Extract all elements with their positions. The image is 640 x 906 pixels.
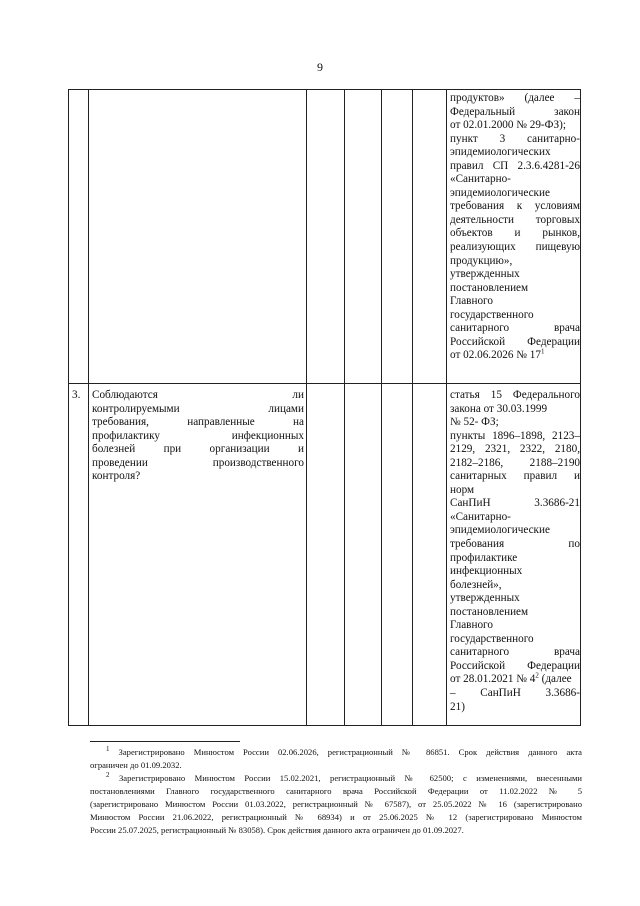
requirement-line: продукцию», [450,254,513,267]
requirement-line-with-footnote [450,673,580,687]
question-line: контролируемыми лицами [92,402,304,415]
requirement-line: утвержденных [450,268,520,281]
footnote-1 [90,746,582,759]
column-divider [381,90,382,725]
question-line: требования, направленные на [92,416,304,429]
requirements-table [68,89,581,726]
requirement-line: Российской Федерации [450,659,580,672]
requirement-line: Российской Федерации [450,335,580,348]
footnotes [90,746,582,837]
requirement-line: государственного [450,632,534,645]
requirement-line: Федеральный закон [450,105,580,118]
requirement-line: болезней», [450,578,502,591]
footnote-text: постановлениями Главного государственного санитарного врача Российской Федерации от 11.02.2022 № 5 [90,786,582,796]
requirement-line: норм [450,483,475,496]
column-divider [88,90,89,725]
footnote-2 [90,772,582,785]
requirement-line: государственного [450,308,534,321]
footnote-text: ограничен до 01.09.2032. [90,760,182,770]
footnote-mark: 2 [535,671,539,680]
requirement-line: требования по [450,538,580,551]
requirement-line: от 02.06.2026 № 17 [450,349,541,362]
column-divider [344,90,345,725]
requirement-line: от 28.01.2021 № 4 [450,673,536,686]
requirement-line: объектов и рынков, [450,227,580,240]
footnote-text: Зарегистрировано Минюстом России 15.02.2021, регистрационный № 62500; с изменениями, внесенными [118,773,583,783]
footnote-separator [90,741,240,742]
question-line: контроля? [92,470,141,483]
requirement-line: инфекционных [450,565,523,578]
requirement-line: 2129, 2321, 2322, 2180, [450,443,580,456]
requirement-line: эпидемиологические [450,186,550,199]
question-line: болезней при организации и [92,443,304,456]
requirement-line: правил СП 2.3.6.4281-26 [450,159,580,172]
column-divider [412,90,413,725]
column-divider [446,90,447,725]
column-divider [306,90,307,725]
requirement-line: требования к условиям [450,200,580,213]
requirement-line: Главного [450,619,493,632]
requirement-line: 2182–2186, 2188–2190 [450,456,580,469]
question-line: проведении производственного [92,456,304,469]
question-line: профилактику инфекционных [92,429,304,442]
footnote-mark: 1 [540,347,545,356]
requirement-line: «Санитарно- [450,510,511,523]
requirement-line: статья 15 Федерального [450,389,580,401]
footnote-text: Минюстом России 21.06.2022, регистрационный № 68934) и от 25.06.2025 № 12 (зарегистрировано Минюстом [90,812,582,822]
requirement-line: СанПиН 3.3686-21 [450,497,580,510]
requirement-line: санитарных правил и [450,470,580,483]
requirement-line: санитарного врача [450,322,580,335]
requirement-line: «Санитарно- [450,173,511,186]
requirement-line: постановлением [450,605,529,618]
row1-requirement-cell [450,92,580,363]
requirement-line: закона от 30.03.1999 [450,402,548,415]
requirement-line: профилактике [450,551,518,564]
requirement-line: утвержденных [450,592,520,605]
requirement-line: продуктов» (далее – [450,92,580,104]
requirement-line: деятельности торговых [450,213,580,226]
row-divider [69,383,580,384]
requirement-line: эпидемиологические [450,524,550,537]
row2-question-cell [92,389,304,484]
footnote-mark: 2 [106,771,110,780]
requirement-line: пункт 3 санитарно- [450,132,580,145]
page-number: 9 [317,60,323,74]
requirement-line: реализующих пищевую [450,241,580,254]
question-line: Соблюдаются ли [92,389,304,401]
row2-number: 3. [72,389,81,401]
requirement-line: Главного [450,295,493,308]
requirement-line: санитарного врача [450,646,580,659]
footnote-mark: 1 [106,745,110,754]
requirement-line: № 52- ФЗ; [450,416,499,429]
footnote-text: России 25.07.2025, регистрационный № 83058). Срок действия данного акта ограничен до 01.09.2027. [90,825,464,835]
row2-requirement-cell [450,389,580,714]
requirement-line-tail: (далее [538,673,572,686]
footnote-text: Зарегистрировано Минюстом России 02.06.2026, регистрационный № 86851. Срок действия данного акта [118,747,582,757]
requirement-line: от 02.01.2000 № 29-ФЗ); [450,119,566,132]
requirement-line: постановлением [450,281,529,294]
requirement-line: пункты 1896–1898, 2123– [450,429,580,442]
footnote-text: (зарегистрировано Минюстом России 01.03.2022, регистрационный № 67587), от 25.05.2022 № 16 (зарегистрировано [90,799,582,809]
requirement-line: эпидемиологических [450,146,551,159]
requirement-line: 21) [450,700,465,713]
requirement-line: – СанПиН 3.3686- [450,687,580,700]
requirement-line-with-footnote [450,349,580,363]
